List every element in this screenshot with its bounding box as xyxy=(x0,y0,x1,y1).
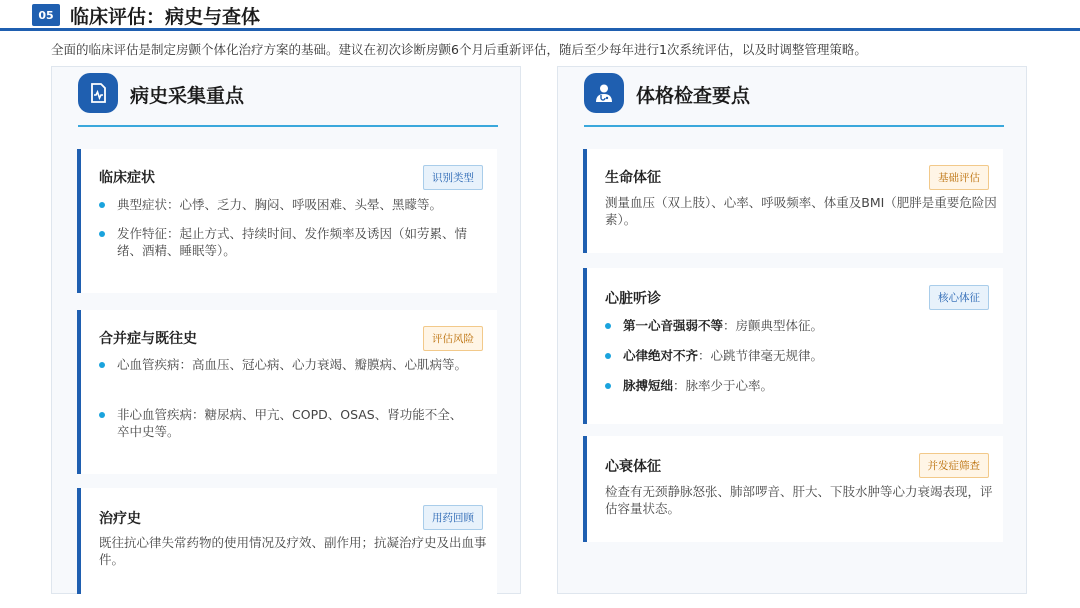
panel-title: 体格检查要点 xyxy=(636,85,751,107)
panel-title: 病史采集重点 xyxy=(130,85,245,107)
exam-panel xyxy=(557,66,1027,594)
list-item: 心血管疾病：高血压、冠心病、心力衰竭、瓣膜病、心肌病等。 xyxy=(99,356,469,373)
symptoms-card xyxy=(77,149,497,293)
card-tag: 用药回顾 xyxy=(423,505,483,530)
panel-divider xyxy=(78,125,498,127)
slide-title: 临床评估：病史与查体 xyxy=(70,6,261,28)
doctor-icon xyxy=(584,73,624,113)
card-tag: 核心体征 xyxy=(929,285,989,310)
bullet-dot-icon xyxy=(99,412,105,418)
intro-text: 全面的临床评估是制定房颤个体化治疗方案的基础。建议在初次诊断房颤6个月后重新评估，随后至少每年进行1次系统评估，以及时调整管理策略。 xyxy=(51,42,867,57)
bullet-dot-icon xyxy=(99,202,105,208)
bullet-dot-icon xyxy=(605,323,611,329)
comorbidity-card xyxy=(77,310,497,474)
card-tag: 识别类型 xyxy=(423,165,483,190)
list-item: 脉搏短绌：脉率少于心率。 xyxy=(605,377,975,394)
bullet-dot-icon xyxy=(99,362,105,368)
list-item: 心律绝对不齐：心跳节律毫无规律。 xyxy=(605,347,975,364)
vital-signs-card xyxy=(583,149,1003,253)
treatment-history-card xyxy=(77,488,497,594)
card-text: 测量血压（双上肢）、心率、呼吸频率、体重及BMI（肥胖是重要危险因素）。 xyxy=(605,195,997,227)
card-text: 既往抗心律失常药物的使用情况及疗效、副作用；抗凝治疗史及出血事件。 xyxy=(99,535,487,567)
card-tag: 评估风险 xyxy=(423,326,483,351)
card-text: 检查有无颈静脉怒张、肺部啰音、肝大、下肢水肿等心力衰竭表现，评估容量状态。 xyxy=(605,484,993,516)
auscultation-card xyxy=(583,268,1003,424)
card-title: 合并症与既往史 xyxy=(99,331,197,347)
history-panel xyxy=(51,66,521,594)
card-tag: 基础评估 xyxy=(929,165,989,190)
slide-header xyxy=(0,0,1080,30)
card-title: 心衰体征 xyxy=(605,459,661,475)
card-title: 心脏听诊 xyxy=(605,291,661,307)
list-item: 发作特征：起止方式、持续时间、发作频率及诱因（如劳累、情绪、酒精、睡眠等）。 xyxy=(99,225,469,259)
bullet-dot-icon xyxy=(605,383,611,389)
card-tag: 并发症筛查 xyxy=(919,453,990,478)
bullet-dot-icon xyxy=(605,353,611,359)
list-item: 非心血管疾病：糖尿病、甲亢、COPD、OSAS、肾功能不全、卒中史等。 xyxy=(99,406,469,440)
section-number-badge: 05 xyxy=(32,4,60,26)
list-item: 典型症状：心悸、乏力、胸闷、呼吸困难、头晕、黑矇等。 xyxy=(99,196,469,213)
card-title: 治疗史 xyxy=(99,511,141,527)
heart-failure-signs-card xyxy=(583,436,1003,542)
header-divider xyxy=(0,28,1080,31)
list-item: 第一心音强弱不等：房颤典型体征。 xyxy=(605,317,975,334)
bullet-dot-icon xyxy=(99,231,105,237)
panel-divider xyxy=(584,125,1004,127)
card-title: 生命体征 xyxy=(605,170,661,186)
medical-record-icon xyxy=(78,73,118,113)
card-title: 临床症状 xyxy=(99,170,155,186)
